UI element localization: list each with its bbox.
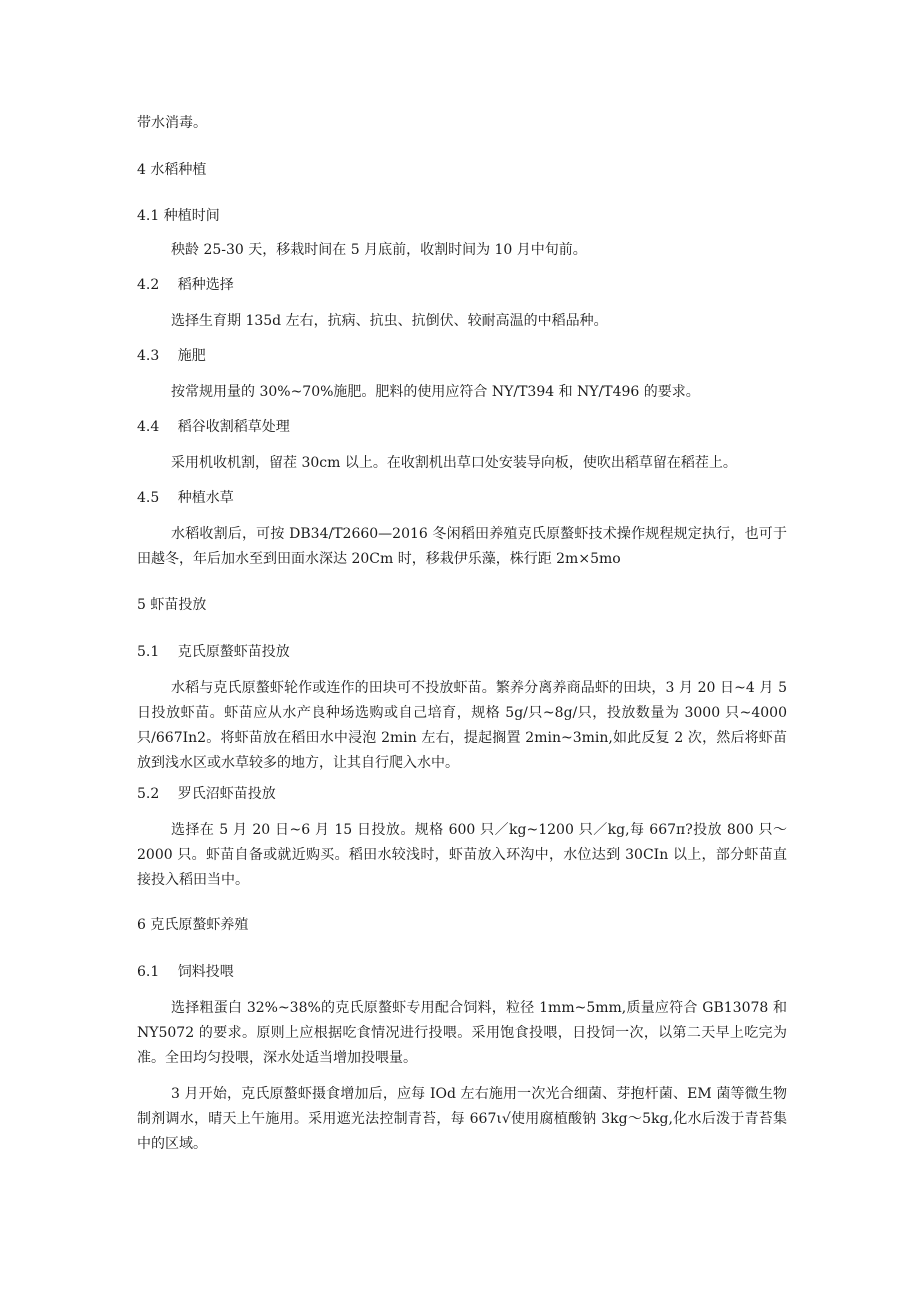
section-4-4-text: 采用机收机割，留茬 30cm 以上。在收割机出草口处安装导向板，使吹出稻草留在稻茬上。 — [171, 455, 737, 471]
section-6-1-text-a: 选择粗蛋白 32%~38%的克氏原螯虾专用配合饲料，粒径 1mm~5mm,质量应符合 GB13078 和 NY5072 的要求。原则上应根据吃食情况进行投喂。采用饱食投喂，日投饲一次，以第二天早上吃完为准。全田均匀投喂，深水处适当增加投喂量。 — [137, 1000, 787, 1066]
section-5-1-text: 水稻与克氏原螯虾轮作或连作的田块可不投放虾苗。繁养分离养商品虾的田块，3 月 20 日~4 月 5 日投放虾苗。虾苗应从水产良种场选购或自己培育，规格 5g/只~8g/只，投放数量为 3000 只~4000 只/667In2。将虾苗放在稻田水中浸泡 2min 左右，提起搁置 2min~3min,如此反复 2 次，然后将虾苗放到浅水区或水草较多的地方，让其自行爬入水中。 — [137, 680, 787, 771]
section-4-2-heading: 4.2 稻种选择 — [137, 277, 234, 293]
section-4-3-text: 按常规用量的 30%~70%施肥。肥料的使用应符合 NY/T394 和 NY/T496 的要求。 — [171, 384, 700, 400]
section-6-1-heading: 6.1 饲料投喂 — [137, 964, 234, 980]
section-4-2-text: 选择生育期 135d 左右，抗病、抗虫、抗倒伏、较耐高温的中稻品种。 — [171, 313, 608, 329]
section-6-heading: 6 克氏原螯虾养殖 — [137, 917, 249, 933]
section-4-4-heading: 4.4 稻谷收割稻草处理 — [137, 419, 290, 435]
section-4-heading: 4 水稻种植 — [137, 162, 207, 178]
section-4-1-heading: 4.1 种植时间 — [137, 208, 220, 224]
section-5-2-heading: 5.2 罗氏沼虾苗投放 — [137, 786, 276, 802]
section-5-2-text: 选择在 5 月 20 日~6 月 15 日投放。规格 600 只／kg~1200 只／kg,每 667π?投放 800 只～2000 只。虾苗自备或就近购买。稻田水较浅时，虾苗放入环沟中，水位达到 30CIn 以上，部分虾苗直接投入稻田当中。 — [137, 822, 787, 888]
section-5-heading: 5 虾苗投放 — [137, 597, 207, 613]
section-6-1-text-b: 3 月开始，克氏原螯虾摄食增加后，应每 IOd 左右施用一次光合细菌、芽抱杆菌、EM 菌等微生物制剂调水，晴天上午施用。采用遮光法控制青苔，每 667ι√使用腐植酸钠 3kg～5kg,化水后泼于青苔集中的区域。 — [137, 1086, 787, 1152]
section-4-5-text: 水稻收割后，可按 DB34/T2660—2016 冬闲稻田养殖克氏原螯虾技术操作规程规定执行，也可于田越冬，年后加水至到田面水深达 20Cm 时，移栽伊乐藻，株行距 2m×5mo — [137, 526, 787, 567]
section-4-3-heading: 4.3 施肥 — [137, 348, 206, 364]
section-5-1-heading: 5.1 克氏原螯虾苗投放 — [137, 644, 290, 660]
section-4-5-heading: 4.5 种植水草 — [137, 490, 234, 506]
section-4-1-text: 秧龄 25-30 天，移栽时间在 5 月底前，收割时间为 10 月中旬前。 — [171, 242, 587, 258]
continued-text: 带水消毒。 — [137, 115, 207, 131]
